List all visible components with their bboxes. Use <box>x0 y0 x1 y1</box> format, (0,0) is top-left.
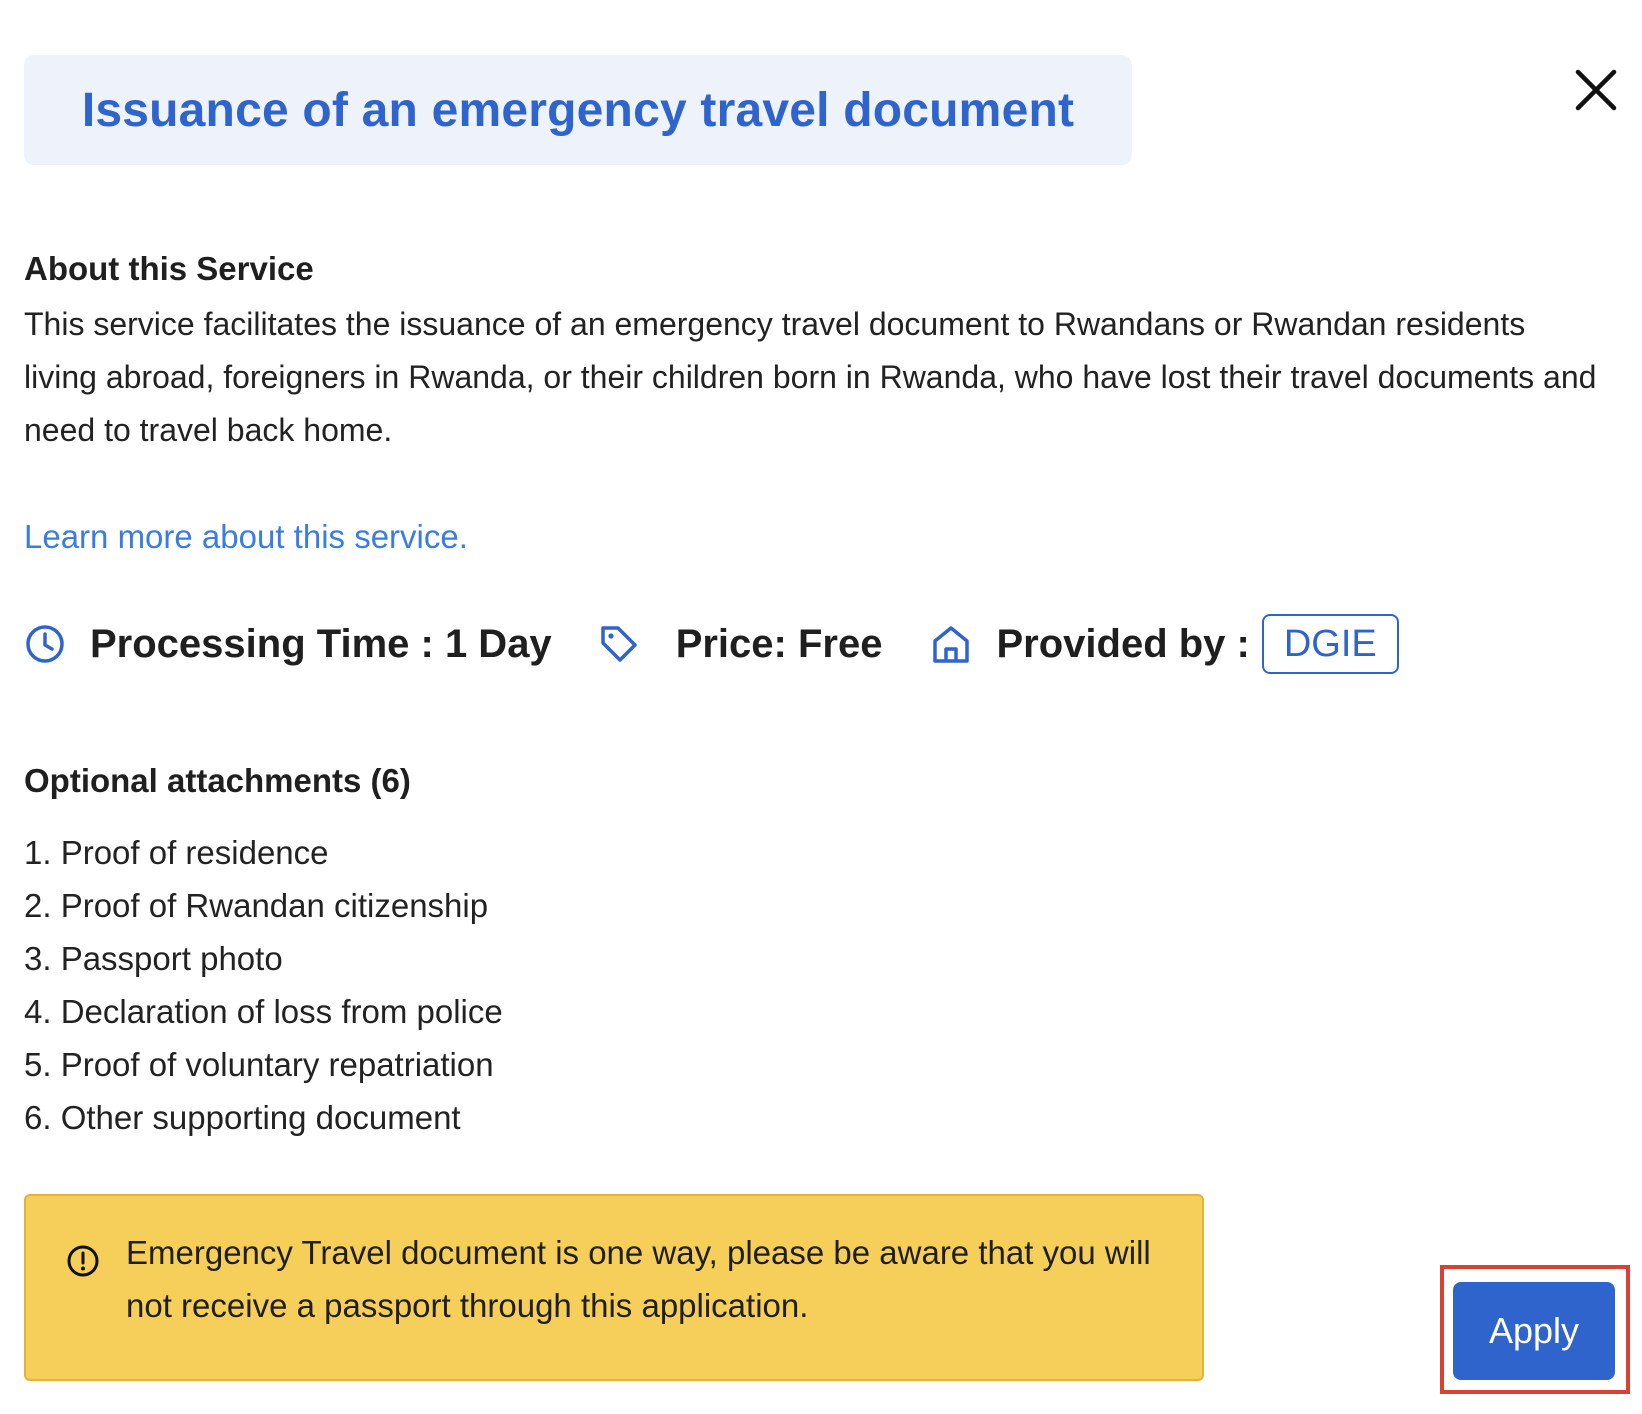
provider-badge: DGIE <box>1262 614 1399 674</box>
processing-time: Processing Time : 1 Day <box>90 621 552 666</box>
about-description: This service facilitates the issuance of an emergency travel document to Rwandans or Rwandan residents living abroad, foreigners in Rwanda, or their children born in Rwanda, who have lost their travel documents and need to travel back home. <box>24 306 1597 448</box>
list-item: 3. Passport photo <box>24 940 283 977</box>
list-item: 2. Proof of Rwandan citizenship <box>24 887 489 924</box>
provided-by-label: Provided by : <box>996 621 1250 666</box>
price-tag-icon <box>598 623 640 665</box>
apply-button[interactable]: Apply <box>1453 1282 1615 1380</box>
list-item: 5. Proof of voluntary repatriation <box>24 1046 494 1083</box>
list-item: 6. Other supporting document <box>24 1099 461 1136</box>
warning-alert <box>24 1194 1204 1381</box>
attachments-heading: Optional attachments (6) <box>24 762 411 799</box>
clock-icon <box>24 623 66 665</box>
warning-text: Emergency Travel document is one way, please be aware that you will not receive a passport through this application. <box>126 1234 1151 1324</box>
home-icon <box>930 623 972 665</box>
close-icon <box>1568 62 1624 118</box>
list-item: 1. Proof of residence <box>24 834 329 871</box>
page-title: Issuance of an emergency travel document <box>81 83 1075 137</box>
about-heading: About this Service <box>24 250 314 287</box>
close-button[interactable] <box>1568 62 1624 118</box>
price: Price: Free <box>675 621 883 666</box>
list-item: 4. Declaration of loss from police <box>24 993 503 1030</box>
attachments-list <box>24 826 503 1144</box>
title-banner <box>24 55 1132 165</box>
info-circle-icon <box>66 1244 100 1278</box>
learn-more-link[interactable]: Learn more about this service. <box>24 518 468 555</box>
service-meta-row <box>24 612 1399 676</box>
